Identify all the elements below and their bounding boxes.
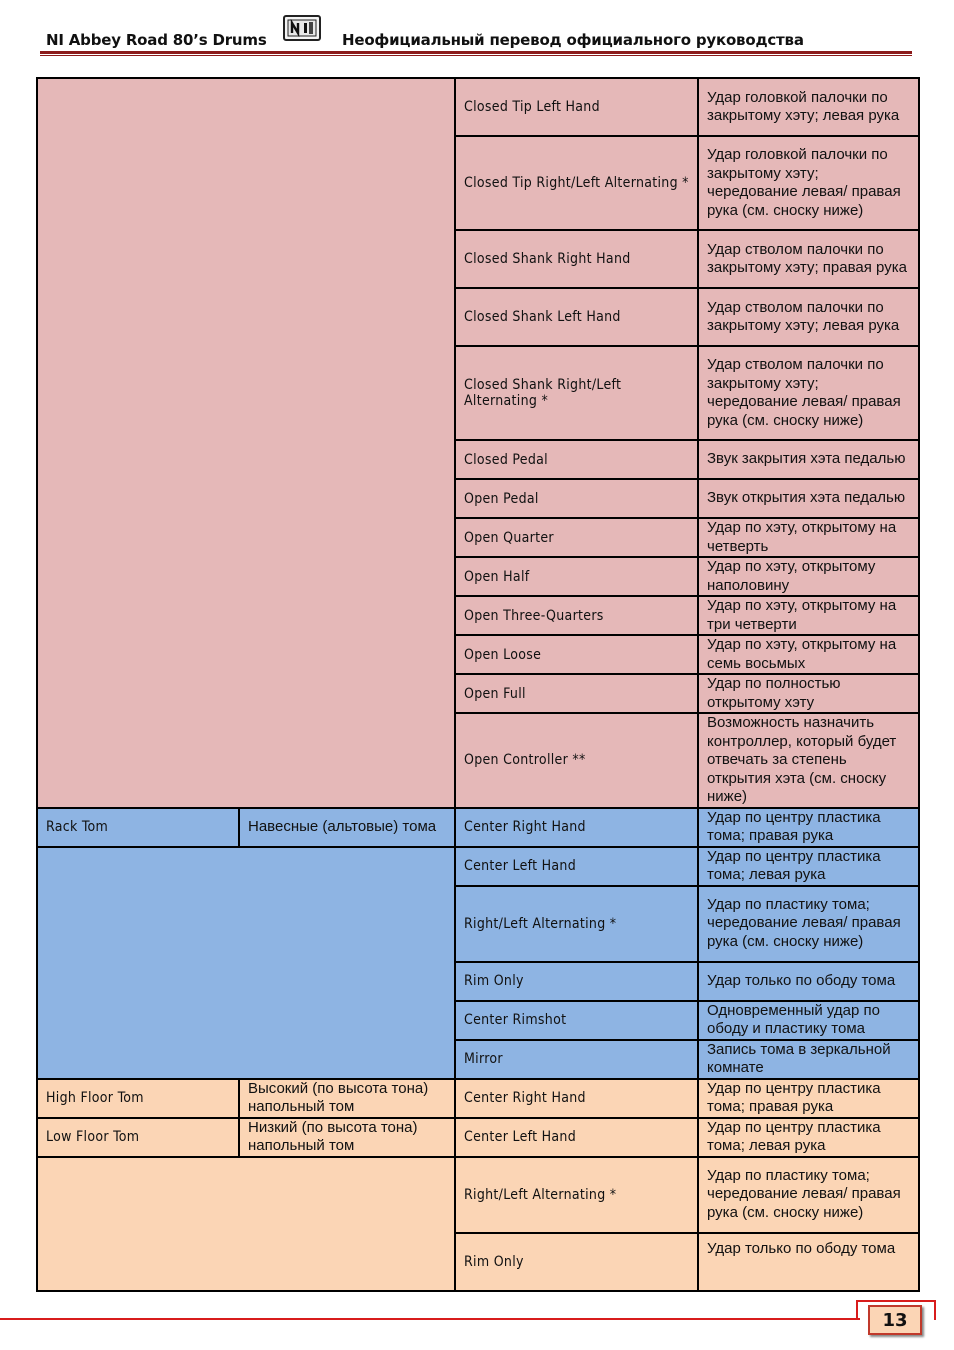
articulation-description: Удар головкой палочки по закрытому хэту; чередование левая/ правая рука (см. сноску ниже) — [698, 136, 919, 230]
articulation-name: Rim Only — [455, 962, 698, 1001]
articulation-description: Удар по пластику тома; чередование левая/ правая рука (см. сноску ниже) — [698, 1157, 919, 1233]
page-header — [0, 0, 954, 60]
articulation-name: Open Loose — [455, 635, 698, 674]
articulation-name: Center Right Hand — [455, 808, 698, 847]
footer-rule — [0, 1318, 860, 1320]
header-divider-thin — [40, 55, 912, 56]
articulation-name: Closed Shank Right/Left Alternating * — [455, 346, 698, 440]
articulation-name: Open Half — [455, 557, 698, 596]
articulation-description: Удар только по ободу тома — [698, 1233, 919, 1291]
articulation-name: Right/Left Alternating * — [455, 886, 698, 962]
articulation-description: Возможность назначить контроллер, который будет отвечать за степень открытия хэта (см. сноску ниже) — [698, 713, 919, 808]
articulation-description: Удар по центру пластика тома; правая рука — [698, 808, 919, 847]
table-row — [37, 78, 919, 136]
header-product-title: NI Abbey Road 80’s Drums — [46, 31, 267, 49]
table-row — [37, 1157, 919, 1233]
articulation-description: Удар по хэту, открытому на семь восьмых — [698, 635, 919, 674]
instrument-name: Low Floor Tom — [37, 1118, 239, 1157]
articulation-name: Open Controller ** — [455, 713, 698, 808]
articulation-name: Open Pedal — [455, 479, 698, 518]
page-number: 13 — [868, 1305, 922, 1335]
instrument-name: Rack Tom — [37, 808, 239, 847]
articulation-description: Удар по центру пластика тома; левая рука — [698, 847, 919, 886]
articulation-description: Удар стволом палочки по закрытому хэту; чередование левая/ правая рука (см. сноску ниже) — [698, 346, 919, 440]
table-row — [37, 1118, 919, 1157]
articulation-description: Запись тома в зеркальной комнате — [698, 1040, 919, 1079]
articulation-description: Удар по центру пластика тома; левая рука — [698, 1118, 919, 1157]
articulation-name: Center Right Hand — [455, 1079, 698, 1118]
table-row — [37, 847, 919, 886]
articulation-name: Closed Shank Right Hand — [455, 230, 698, 288]
instrument-description: Навесные (альтовые) тома — [239, 808, 455, 847]
articulation-description: Удар стволом палочки по закрытому хэту; правая рука — [698, 230, 919, 288]
header-divider — [40, 51, 912, 54]
instrument-description: Высокий (по высота тона) напольный том — [239, 1079, 455, 1118]
instrument-name: High Floor Tom — [37, 1079, 239, 1118]
articulation-table — [36, 77, 920, 1292]
articulation-description: Удар по хэту, открытому наполовину — [698, 557, 919, 596]
articulation-description: Звук открытия хэта педалью — [698, 479, 919, 518]
ni-logo-icon — [283, 15, 321, 41]
table-row — [37, 1079, 919, 1118]
articulation-description: Удар только по ободу тома — [698, 962, 919, 1001]
articulation-name: Center Left Hand — [455, 847, 698, 886]
articulation-name: Closed Tip Left Hand — [455, 78, 698, 136]
articulation-description: Удар по полностью открытому хэту — [698, 674, 919, 713]
articulation-name: Center Rimshot — [455, 1001, 698, 1040]
articulation-name: Center Left Hand — [455, 1118, 698, 1157]
articulation-name: Right/Left Alternating * — [455, 1157, 698, 1233]
instrument-cell-empty — [37, 847, 455, 1079]
articulation-name: Closed Pedal — [455, 440, 698, 479]
articulation-description: Удар стволом палочки по закрытому хэту; левая рука — [698, 288, 919, 346]
instrument-cell-empty — [37, 1157, 455, 1291]
articulation-description: Звук закрытия хэта педалью — [698, 440, 919, 479]
articulation-name: Mirror — [455, 1040, 698, 1079]
articulation-name: Open Three-Quarters — [455, 596, 698, 635]
articulation-description: Удар по хэту, открытому на три четверти — [698, 596, 919, 635]
table-row — [37, 808, 919, 847]
articulation-description: Удар по центру пластика тома; правая рука — [698, 1079, 919, 1118]
articulation-description: Удар головкой палочки по закрытому хэту; левая рука — [698, 78, 919, 136]
articulation-description: Удар по пластику тома; чередование левая/ правая рука (см. сноску ниже) — [698, 886, 919, 962]
header-doc-title: Неофициальный перевод официального руководства — [342, 31, 804, 49]
articulation-name: Closed Tip Right/Left Alternating * — [455, 136, 698, 230]
articulation-name: Closed Shank Left Hand — [455, 288, 698, 346]
articulation-description: Удар по хэту, открытому на четверть — [698, 518, 919, 557]
articulation-name: Open Full — [455, 674, 698, 713]
instrument-cell-empty — [37, 78, 455, 808]
articulation-description: Одновременный удар по ободу и пластику тома — [698, 1001, 919, 1040]
instrument-description: Низкий (по высота тона) напольный том — [239, 1118, 455, 1157]
articulation-name: Rim Only — [455, 1233, 698, 1291]
articulation-name: Open Quarter — [455, 518, 698, 557]
